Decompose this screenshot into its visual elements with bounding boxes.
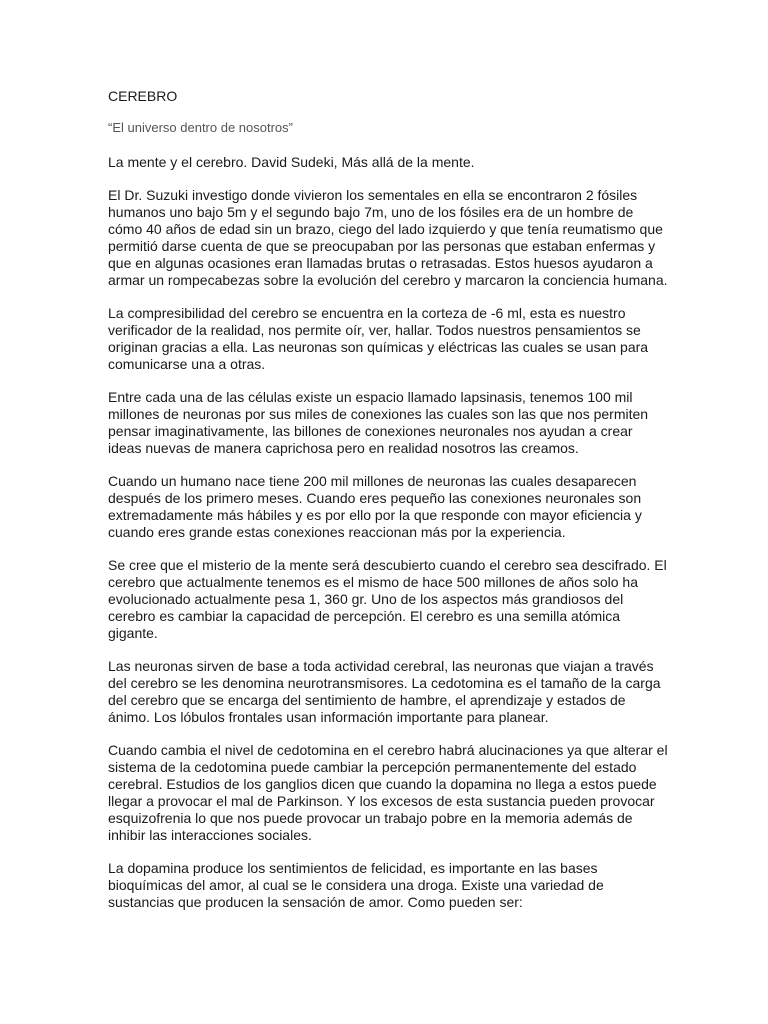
document-title: CEREBRO — [108, 88, 178, 104]
paragraph-nacimiento: Cuando un humano nace tiene 200 mil millones de neuronas las cuales desaparecen después de los primero meses. Cuando eres pequeño las conexiones neuronales son extremadamente más hábiles y es por ello por la que responde con mayor eficiencia y cuando eres grande estas conexiones reaccionan más por la experiencia. — [108, 473, 642, 540]
paragraph-cedotomina: Cuando cambia el nivel de cedotomina en el cerebro habrá alucinaciones ya que alterar el sistema de la cedotomina puede cambiar la percepción permanentemente del estado cerebral. Estudios de los ganglios dicen que cuando la dopamina no llega a estos puede llegar a provocar el mal de Parkinson. Y los excesos de esta sustancia pueden provocar esquizofrenia lo que nos puede provocar un trabajo pobre en la memoria además de inhibir las interacciones sociales. — [108, 742, 668, 843]
paragraph-intro: La mente y el cerebro. David Sudeki, Más allá de la mente. — [108, 154, 475, 170]
document-page — [108, 88, 668, 927]
paragraph-neuronas: Las neuronas sirven de base a toda actividad cerebral, las neuronas que viajan a través del cerebro se les denomina neurotransmisores. La cedotomina es el tamaño de la carga del cerebro que se encarga del sentimiento de hambre, el aprendizaje y estados de ánimo. Los lóbulos frontales usan información importante para planear. — [108, 658, 661, 725]
document-subtitle: “El universo dentro de nosotros” — [108, 120, 293, 135]
paragraph-compresibilidad: La compresibilidad del cerebro se encuentra en la corteza de -6 ml, esta es nuestro verificador de la realidad, nos permite oír, ver, hallar. Todos nuestros pensamientos se originan gracias a ella. Las neuronas son químicas y eléctricas las cuales se usan para comunicarse una a otras. — [108, 305, 649, 372]
paragraph-misterio: Se cree que el misterio de la mente será descubierto cuando el cerebro sea descifrado. El cerebro que actualmente tenemos es el mismo de hace 500 millones de años solo ha evolucionado actualmente pesa 1, 360 gr. Uno de los aspectos más grandiosos del cerebro es cambiar la capacidad de percepción. El cerebro es una semilla atómica gigante. — [108, 557, 667, 641]
paragraph-dopamina: La dopamina produce los sentimientos de felicidad, es importante en las bases bioquímicas del amor, al cual se le considera una droga. Existe una variedad de sustancias que producen la sensación de amor. Como pueden ser: — [108, 860, 604, 910]
paragraph-lapsinasis: Entre cada una de las células existe un espacio llamado lapsinasis, tenemos 100 mil millones de neuronas por sus miles de conexiones las cuales son las que nos permiten pensar imaginativamente, las billones de conexiones neuronales nos ayudan a crear ideas nuevas de manera caprichosa pero en realidad nosotros las creamos. — [108, 389, 649, 456]
paragraph-suzuki: El Dr. Suzuki investigo donde vivieron los sementales en ella se encontraron 2 fósiles humanos uno bajo 5m y el segundo bajo 7m, uno de los fósiles era de un hombre de cómo 40 años de edad sin un brazo, ciego del lado izquierdo y que tenía reumatismo que permitió darse cuenta de que se preocupaban por las personas que estaban enfermas y que en algunas ocasiones eran llamadas brutas o retrasadas. Estos huesos ayudaron a armar un rompecabezas sobre la evolución del cerebro y marcaron la conciencia humana. — [108, 187, 668, 288]
